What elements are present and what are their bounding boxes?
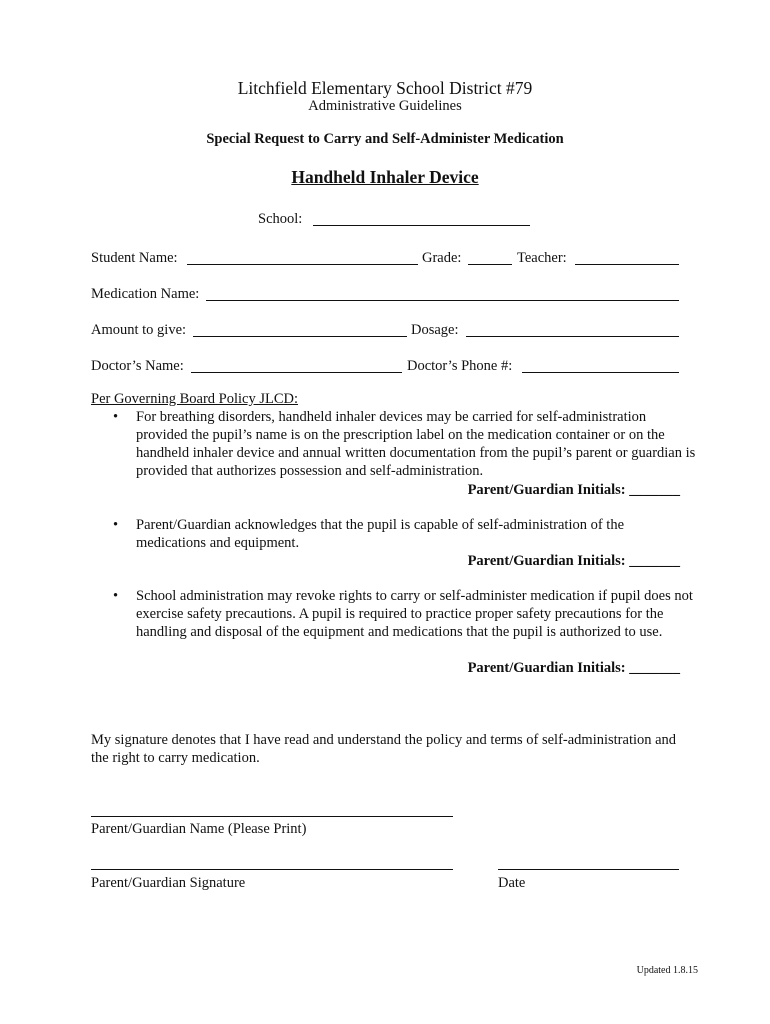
school-label: School:	[258, 211, 303, 227]
amount-label: Amount to give:	[91, 322, 187, 338]
teacher-input-line[interactable]	[575, 264, 679, 265]
dosage-input-line[interactable]	[466, 336, 679, 337]
updated-note: Updated 1.8.15	[636, 965, 698, 976]
initials-field-2[interactable]: Parent/Guardian Initials: _______	[467, 553, 680, 569]
policy-item-3: School administration may revoke rights to carry or self-administer medication if pupil does not exercise safety precautions. A pupil is required to practice proper safety precautions for the handling and disposal of the equipment and medications that the pupil is authorized to use.	[136, 588, 693, 640]
teacher-label: Teacher:	[517, 250, 567, 266]
guardian-name-line[interactable]	[91, 816, 453, 817]
bullet-icon: •	[113, 588, 119, 604]
guardian-signature-label: Parent/Guardian Signature	[91, 875, 246, 891]
doctor-phone-input-line[interactable]	[522, 372, 679, 373]
signature-statement: My signature denotes that I have read and understand the policy and terms of self-administration and the right to carry medication.	[91, 732, 677, 766]
initials-field-1[interactable]: Parent/Guardian Initials: _______	[467, 482, 680, 498]
doctor-name-input-line[interactable]	[191, 372, 402, 373]
student-name-input-line[interactable]	[187, 264, 418, 265]
form-title: Handheld Inhaler Device	[291, 167, 479, 187]
date-label: Date	[498, 875, 526, 891]
policy-item-2: Parent/Guardian acknowledges that the pupil is capable of self-administration of the medications and equipment.	[136, 517, 625, 551]
guardian-name-label: Parent/Guardian Name (Please Print)	[91, 821, 307, 837]
school-input-line[interactable]	[313, 225, 530, 226]
document-subtitle: Administrative Guidelines	[308, 98, 462, 114]
date-line[interactable]	[498, 869, 679, 870]
amount-input-line[interactable]	[193, 336, 407, 337]
initials-field-3[interactable]: Parent/Guardian Initials: _______	[467, 660, 680, 676]
policy-heading: Per Governing Board Policy JLCD:	[91, 391, 299, 407]
doctor-name-label: Doctor’s Name:	[91, 358, 184, 374]
request-title: Special Request to Carry and Self-Administer Medication	[206, 131, 564, 147]
bullet-icon: •	[113, 409, 119, 425]
bullet-icon: •	[113, 517, 119, 533]
medication-name-label: Medication Name:	[91, 286, 200, 302]
dosage-label: Dosage:	[411, 322, 459, 338]
district-name: Litchfield Elementary School District #79	[237, 78, 533, 98]
policy-item-1: For breathing disorders, handheld inhaler devices may be carried for self-administration provided the pupil’s name is on the prescription label on the medication container or on the handheld inhaler device and annual written documentation from the pupil’s parent or guardian is provided that authorizes possession and self-administration.	[136, 409, 696, 479]
medication-name-input-line[interactable]	[206, 300, 679, 301]
doctor-phone-label: Doctor’s Phone #:	[407, 358, 513, 374]
grade-input-line[interactable]	[468, 264, 512, 265]
guardian-signature-line[interactable]	[91, 869, 453, 870]
student-name-label: Student Name:	[91, 250, 178, 266]
grade-label: Grade:	[422, 250, 462, 266]
